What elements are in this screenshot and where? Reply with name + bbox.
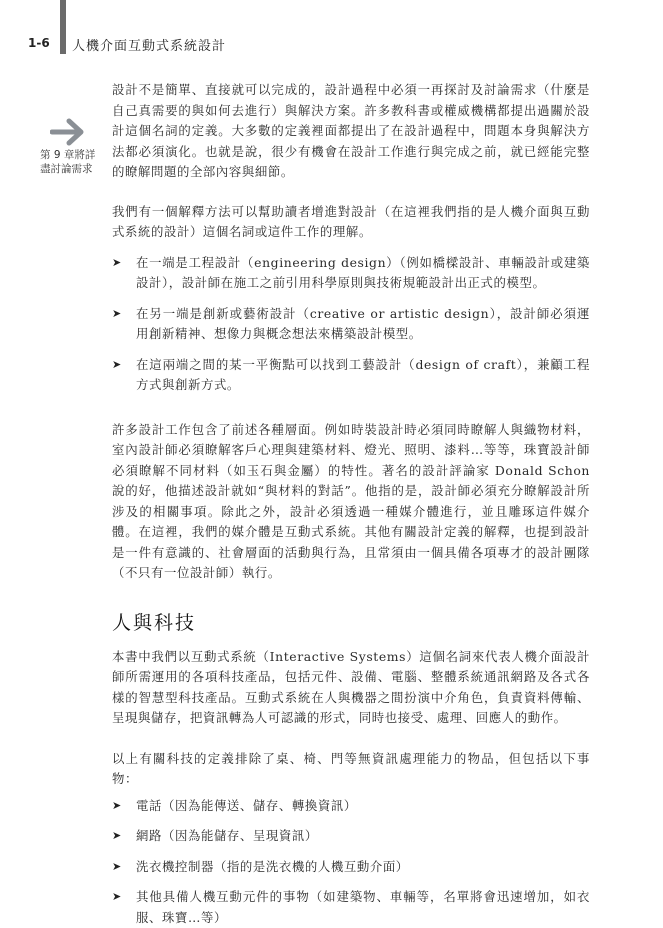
bullet-arrow-icon: ➤: [112, 304, 122, 325]
section-heading: 人與科技: [112, 608, 590, 635]
list-item: ➤ 其他具備人機互動元件的事物（如建築物、車輛等，名單將會迅速增加，如衣服、珠寶…等）: [112, 887, 590, 928]
arrow-right-icon: [50, 118, 86, 146]
list-item: ➤ 在一端是工程設計（engineering design）（例如橋樑設計、車輛設計或建築設計），設計師在施工之前引用科學原則與技術規範設計出正式的模型。: [112, 253, 590, 294]
bullet-arrow-icon: ➤: [112, 355, 122, 376]
bullet-arrow-icon: ➤: [112, 796, 122, 817]
margin-note-text: 第 9 章將詳盡討論需求: [40, 148, 96, 176]
list-item: ➤ 在另一端是創新或藝術設計（creative or artistic design），設計師必須運用創新精神、想像力與概念想法來構築設計模型。: [112, 304, 590, 345]
bullet-arrow-icon: ➤: [112, 857, 122, 878]
list-item: ➤ 電話（因為能傳送、儲存、轉換資訊）: [112, 796, 590, 817]
book-title: 人機介面互動式系統設計: [72, 35, 226, 54]
paragraph-design-layers: 許多設計工作包含了前述各種層面。例如時裝設計時必須同時瞭解人與織物材料，室內設計師必須瞭解客戶心理與建築材料、燈光、照明、漆料…等等，珠寶設計師必須瞭解不同材料（如玉石與金屬）的特性。著名的設計評論家 Donald Schon 說的好，他描述設計就如“與材料的對話”。他指的是，設計師必須充分瞭解設計所涉及的相關事項。除此之外，設計必須透過一種媒介體進行，並且雕琢這件媒介體。在這裡，我們的媒介體是互動式系統。其他有關設計定義的解釋，也提到設計是一件有意識的、社會層面的活動與行為，且常須由一個具備各項專才的設計團隊（不只有一位設計師）執行。: [112, 420, 590, 584]
technology-list: [112, 796, 590, 928]
bullet-arrow-icon: ➤: [112, 887, 122, 908]
bullet-arrow-icon: ➤: [112, 826, 122, 847]
header-bar: [60, 0, 66, 54]
paragraph-design-definition: 設計不是簡單、直接就可以完成的，設計過程中必須一再探討及討論需求（什麼是自己真需要的與如何去進行）與解決方案。許多教科書或權威機構都提出過關於設計這個名詞的定義。大多數的定義裡面都提出了在設計過程中，問題本身與解決方法都必須演化。也就是說，很少有機會在設計工作進行與完成之前，就已經能完整的瞭解問題的全部內容與細節。: [112, 80, 590, 183]
page-number: 1-6: [28, 36, 50, 50]
bullet-arrow-icon: ➤: [112, 253, 122, 274]
list-item: ➤ 在這兩端之間的某一平衡點可以找到工藝設計（design of craft），兼顧工程方式與創新方式。: [112, 355, 590, 396]
paragraph-design-explanation: 我們有一個解釋方法可以幫助讀者增進對設計（在這裡我們指的是人機介面與互動式系統的設計）這個名詞或這件工作的理解。: [112, 202, 590, 243]
design-types-list: [112, 253, 590, 396]
list-item: ➤ 網路（因為能儲存、呈現資訊）: [112, 826, 590, 847]
main-content: [112, 80, 590, 928]
margin-note: [40, 118, 100, 176]
paragraph-technology-scope: 以上有關科技的定義排除了桌、椅、門等無資訊處理能力的物品，但包括以下事物：: [112, 749, 590, 790]
list-item: ➤ 洗衣機控制器（指的是洗衣機的人機互動介面）: [112, 857, 590, 878]
paragraph-interactive-systems: 本書中我們以互動式系統（Interactive Systems）這個名詞來代表人機介面設計師所需運用的各項科技產品，包括元件、設備、電腦、整體系統通訊網路及各式各樣的智慧型科技產品。互動式系統在人與機器之間扮演中介角色，負責資料傳輸、呈現與儲存，把資訊轉為人可認識的形式，同時也接受、處理、回應人的動作。: [112, 647, 590, 729]
